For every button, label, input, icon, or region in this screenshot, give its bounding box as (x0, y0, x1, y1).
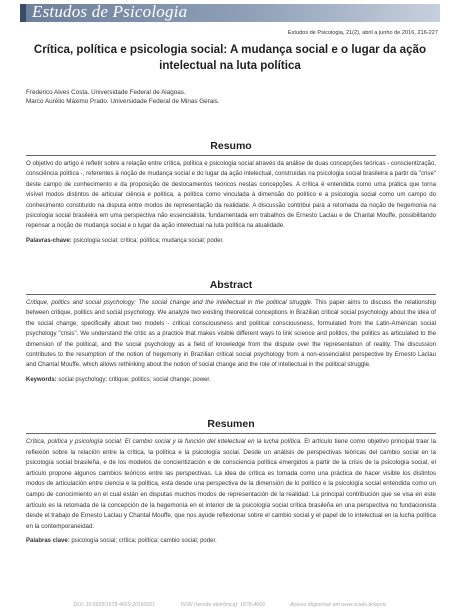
resumo-keywords-label: Palavras-chave: (26, 237, 72, 244)
resumen-lead: Crítica, política y psicología social: El cambio social y la función del intelectual en la lucha política. (26, 438, 303, 445)
author-1: Frederico Alves Costa. Universidade Federal de Alagoas. (26, 89, 186, 96)
abstract-keywords-list: social psychology; critique; politics; social change; power. (58, 376, 211, 383)
page-footer (0, 602, 460, 608)
resumen-heading: Resumen (207, 418, 255, 430)
footer-issn: ISSN (versão eletrônica): 1678-4669 (180, 602, 265, 608)
abstract-divider (26, 294, 436, 295)
resumo-text: O objetivo do artigo é refletir sobre a relação entre crítica, política e psicologia social através da análise de duas concepções teóricas - conscientização, consciência política -, referentes à noção de mudança social e do lugar da ação intelectual, construídas na psicologia social brasileira a partir da "crise" deste campo de conhecimento e da proposição de deslocamentos teóricos nestas concepções. A crítica é entendida como uma prática que torna visível modos distintos de articular ciência e política, a política como vinculada à dimensão do político e a psicologia social como um campo do conhecimento constituído na disputa entre modos de representação da realidade. A discussão contribui para a retomada da noção de hegemonia na psicologia social brasileira em uma perspectiva não essencialista, fundamentada em trabalhos de Ernesto Laclau e de Chantal Mouffe, possibilitando repensar a noção de mudança social e o lugar da ação intelectual na luta política na atualidade. (26, 160, 436, 230)
resumen-text (26, 437, 436, 532)
citation: Estudos de Psicologia, 21(2), abril a junho de 2016, 216-227 (287, 30, 438, 36)
journal-header-bar (0, 0, 460, 23)
article-title: Crítica, política e psicologia social: A mudança social e o lugar da ação intelectual na luta política (33, 43, 427, 72)
abstract-section (26, 279, 436, 385)
resumen-section (26, 418, 436, 546)
abstract-heading: Abstract (209, 279, 253, 291)
resumo-section (26, 140, 436, 246)
journal-banner-tab (20, 4, 26, 22)
resumo-keywords-list: psicologia social; crítica; política; mudança social; poder. (73, 237, 224, 244)
author-2: Marco Aurélio Máximo Prado. Universidade Federal de Minas Gerais. (26, 98, 220, 106)
journal-name: Estudos de Psicologia (32, 2, 188, 21)
resumen-divider (26, 433, 436, 434)
resumo-divider (26, 155, 436, 156)
resumen-body: El artículo tiene como objetivo principal traer la reflexión sobre la relación entre la crítica, la política e la psicología social. Desde un análisis de perspectivas teóricas del cambio social en la psicología social brasileña, e de los modelos de concientización e de consciencia política emergidos a partir de la crisis de la psicología social, el artículo propone algunos cambios teóricos entre las perspectivas. La idea de crítica es tomada como una práctica de hacer visible los distintos modos de articulación entre ciencia e la política, esta desde una perspectiva de la dimensión de lo político e la psicología social entendida como un campo de conocimiento en el cual están en disputas muchos modos de representación de la realidad. La principal contribución que se visa en este artículo es la retomada de la concepción de la hegemonía en el interior de la psicología social crítica brasileña en una perspectiva no fundacionista desde el trabajo de Ernesto Laclau y Chantal Mouffe, que nos ayude reflexionar sobre el cambio social y el papel de lo intelectual en la lucha política en la contemporaneidad. (26, 438, 436, 530)
abstract-lead: Critique, politics and social psychology: The social change and the intellectual in the political struggle. (26, 299, 313, 306)
abstract-text (26, 298, 436, 371)
resumen-keywords-label: Palabras clave: (26, 538, 70, 545)
abstract-keywords (26, 376, 436, 385)
resumen-keywords-list: psicología social; crítica; política; cambio social; poder. (71, 538, 217, 545)
abstract-keywords-label: Keywords: (26, 376, 57, 383)
resumen-keywords (26, 537, 436, 546)
resumo-keywords (26, 237, 436, 246)
footer-site: Acervo disponível em www.scielo.br/epsic (290, 602, 387, 608)
abstract-body: This paper aims to discuss the relationship between critique, politics and social psychology. We analyze two existing theoretical conceptions in Brazilian critical social psychology about the idea of the social change, specifically about two models - critical consciousness and political consciousness, formulated from the Latin-American social psychology "crisis". We understand the critic as a practice that makes visible different ways to link science and politics, the politics as articulated to the dimension of the political, and the social psychology as a field of knowledge from the dispute over the representation of reality. The discussion contributes to the resumption of the notion of hegemony in Brazilian critical social psychology from a non-essencialist perspective by Ernesto Laclau and Chantal Mouffe, which allows rethinking about the notion of social change and the role of intellectual in the political struggle. (26, 299, 436, 369)
resumo-heading: Resumo (210, 140, 252, 152)
author-list (26, 88, 220, 107)
footer-doi: DOI: 10.5935/1678-4669.20160021 (73, 602, 156, 608)
